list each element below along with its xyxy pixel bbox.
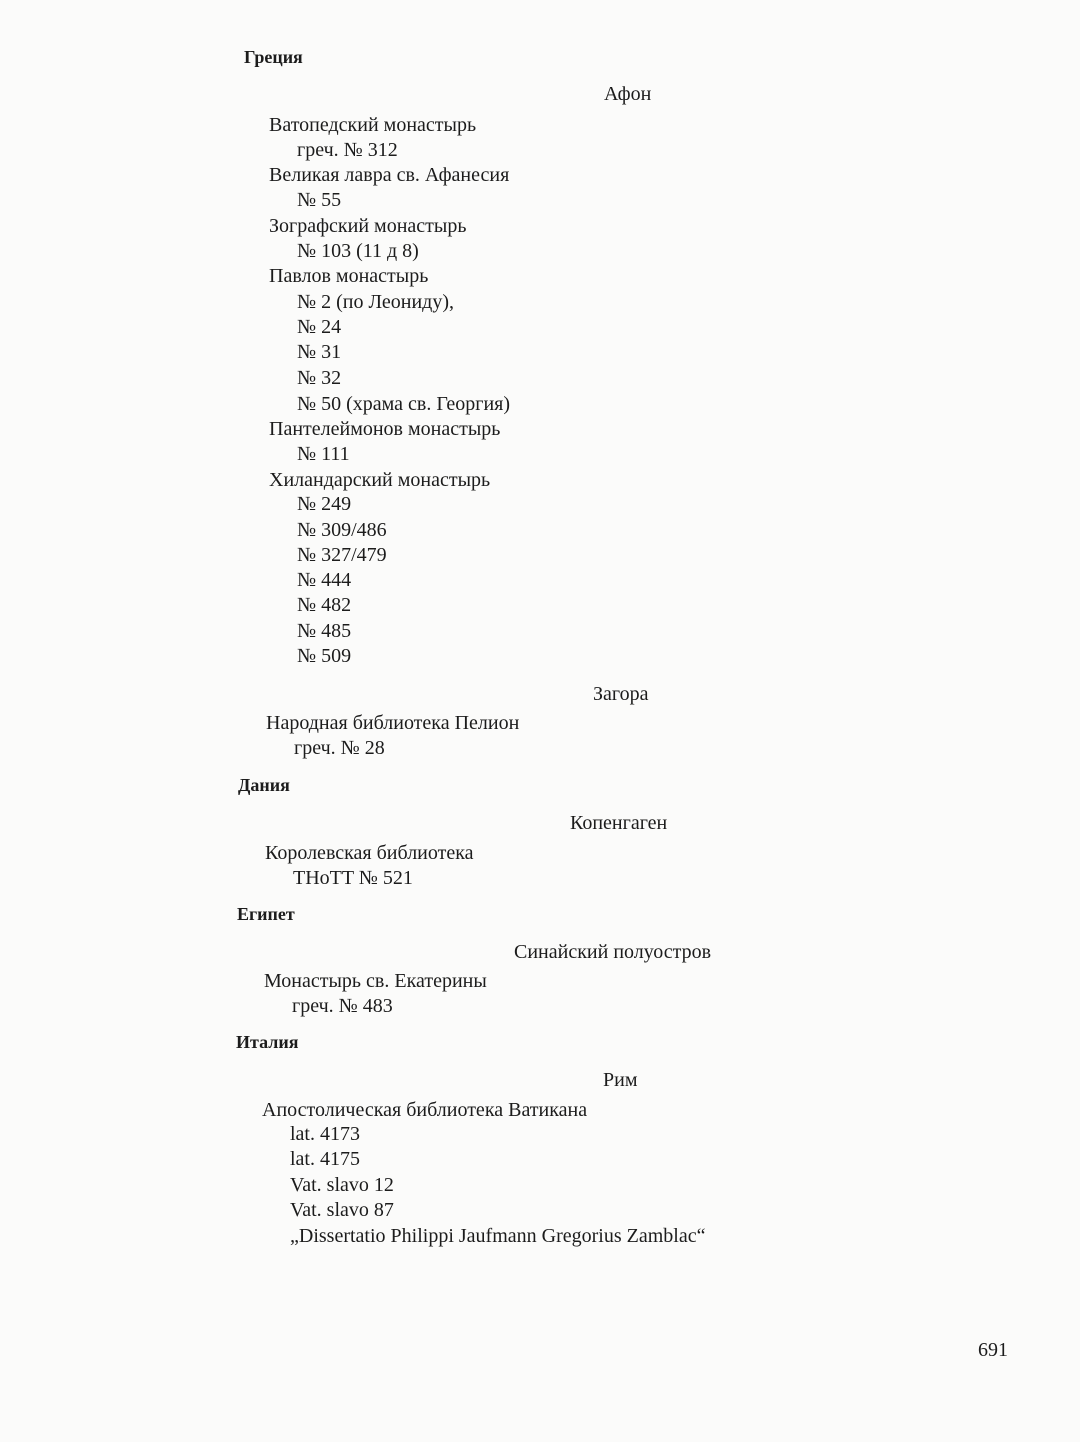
city-heading: Копенгаген [570,812,668,834]
manuscript-item: № 327/479 [297,544,387,566]
manuscript-item: Vat. slavo 12 [290,1174,394,1196]
manuscript-item: № 2 (по Леониду), [297,291,454,313]
country-heading: Египет [237,904,295,924]
manuscript-item: № 103 (11 д 8) [297,240,419,262]
manuscript-item: № 31 [297,341,342,363]
manuscript-item: № 24 [297,316,342,338]
manuscript-item: lat. 4175 [290,1148,360,1170]
manuscript-item: „Dissertatio Philippi Jaufmann Gregorius Zamblac“ [290,1225,706,1247]
country-heading: Дания [238,775,290,795]
manuscript-item: Vat. slavo 87 [290,1199,394,1221]
manuscript-item: THoTT № 521 [293,867,413,889]
manuscript-item: № 111 [297,443,350,465]
holding-name: Ватопедский монастырь [269,114,477,136]
manuscript-item: № 444 [297,569,352,591]
manuscript-item: lat. 4173 [290,1123,360,1145]
manuscript-item: № 50 (храма св. Георгия) [297,393,511,415]
country-heading: Греция [244,47,303,67]
holding-name: Народная библиотека Пелион [266,712,520,734]
manuscript-item: № 249 [297,493,352,515]
manuscript-item: № 509 [297,645,352,667]
manuscript-item: греч. № 483 [292,995,393,1017]
holding-name: Монастырь св. Екатерины [264,970,487,992]
city-heading: Загора [593,683,649,705]
manuscript-item: № 55 [297,189,342,211]
holding-name: Зографский монастырь [269,215,467,237]
manuscript-item: № 32 [297,367,342,389]
holding-name: Королевская библиотека [265,842,474,864]
manuscript-item: № 309/486 [297,519,387,541]
holding-name: Павлов монастырь [269,265,429,287]
manuscript-item: греч. № 28 [294,737,385,759]
city-heading: Синайский полуостров [514,941,712,963]
holding-name: Пантелеймонов монастырь [269,418,501,440]
holding-name: Апостолическая библиотека Ватикана [262,1099,588,1121]
manuscript-item: № 485 [297,620,352,642]
manuscript-item: греч. № 312 [297,139,398,161]
page-number: 691 [978,1339,1008,1361]
city-heading: Рим [603,1069,638,1091]
holding-name: Хиландарский монастырь [269,469,491,491]
holding-name: Великая лавра св. Афанесия [269,164,510,186]
city-heading: Афон [604,83,652,105]
country-heading: Италия [236,1032,299,1052]
manuscript-item: № 482 [297,594,352,616]
